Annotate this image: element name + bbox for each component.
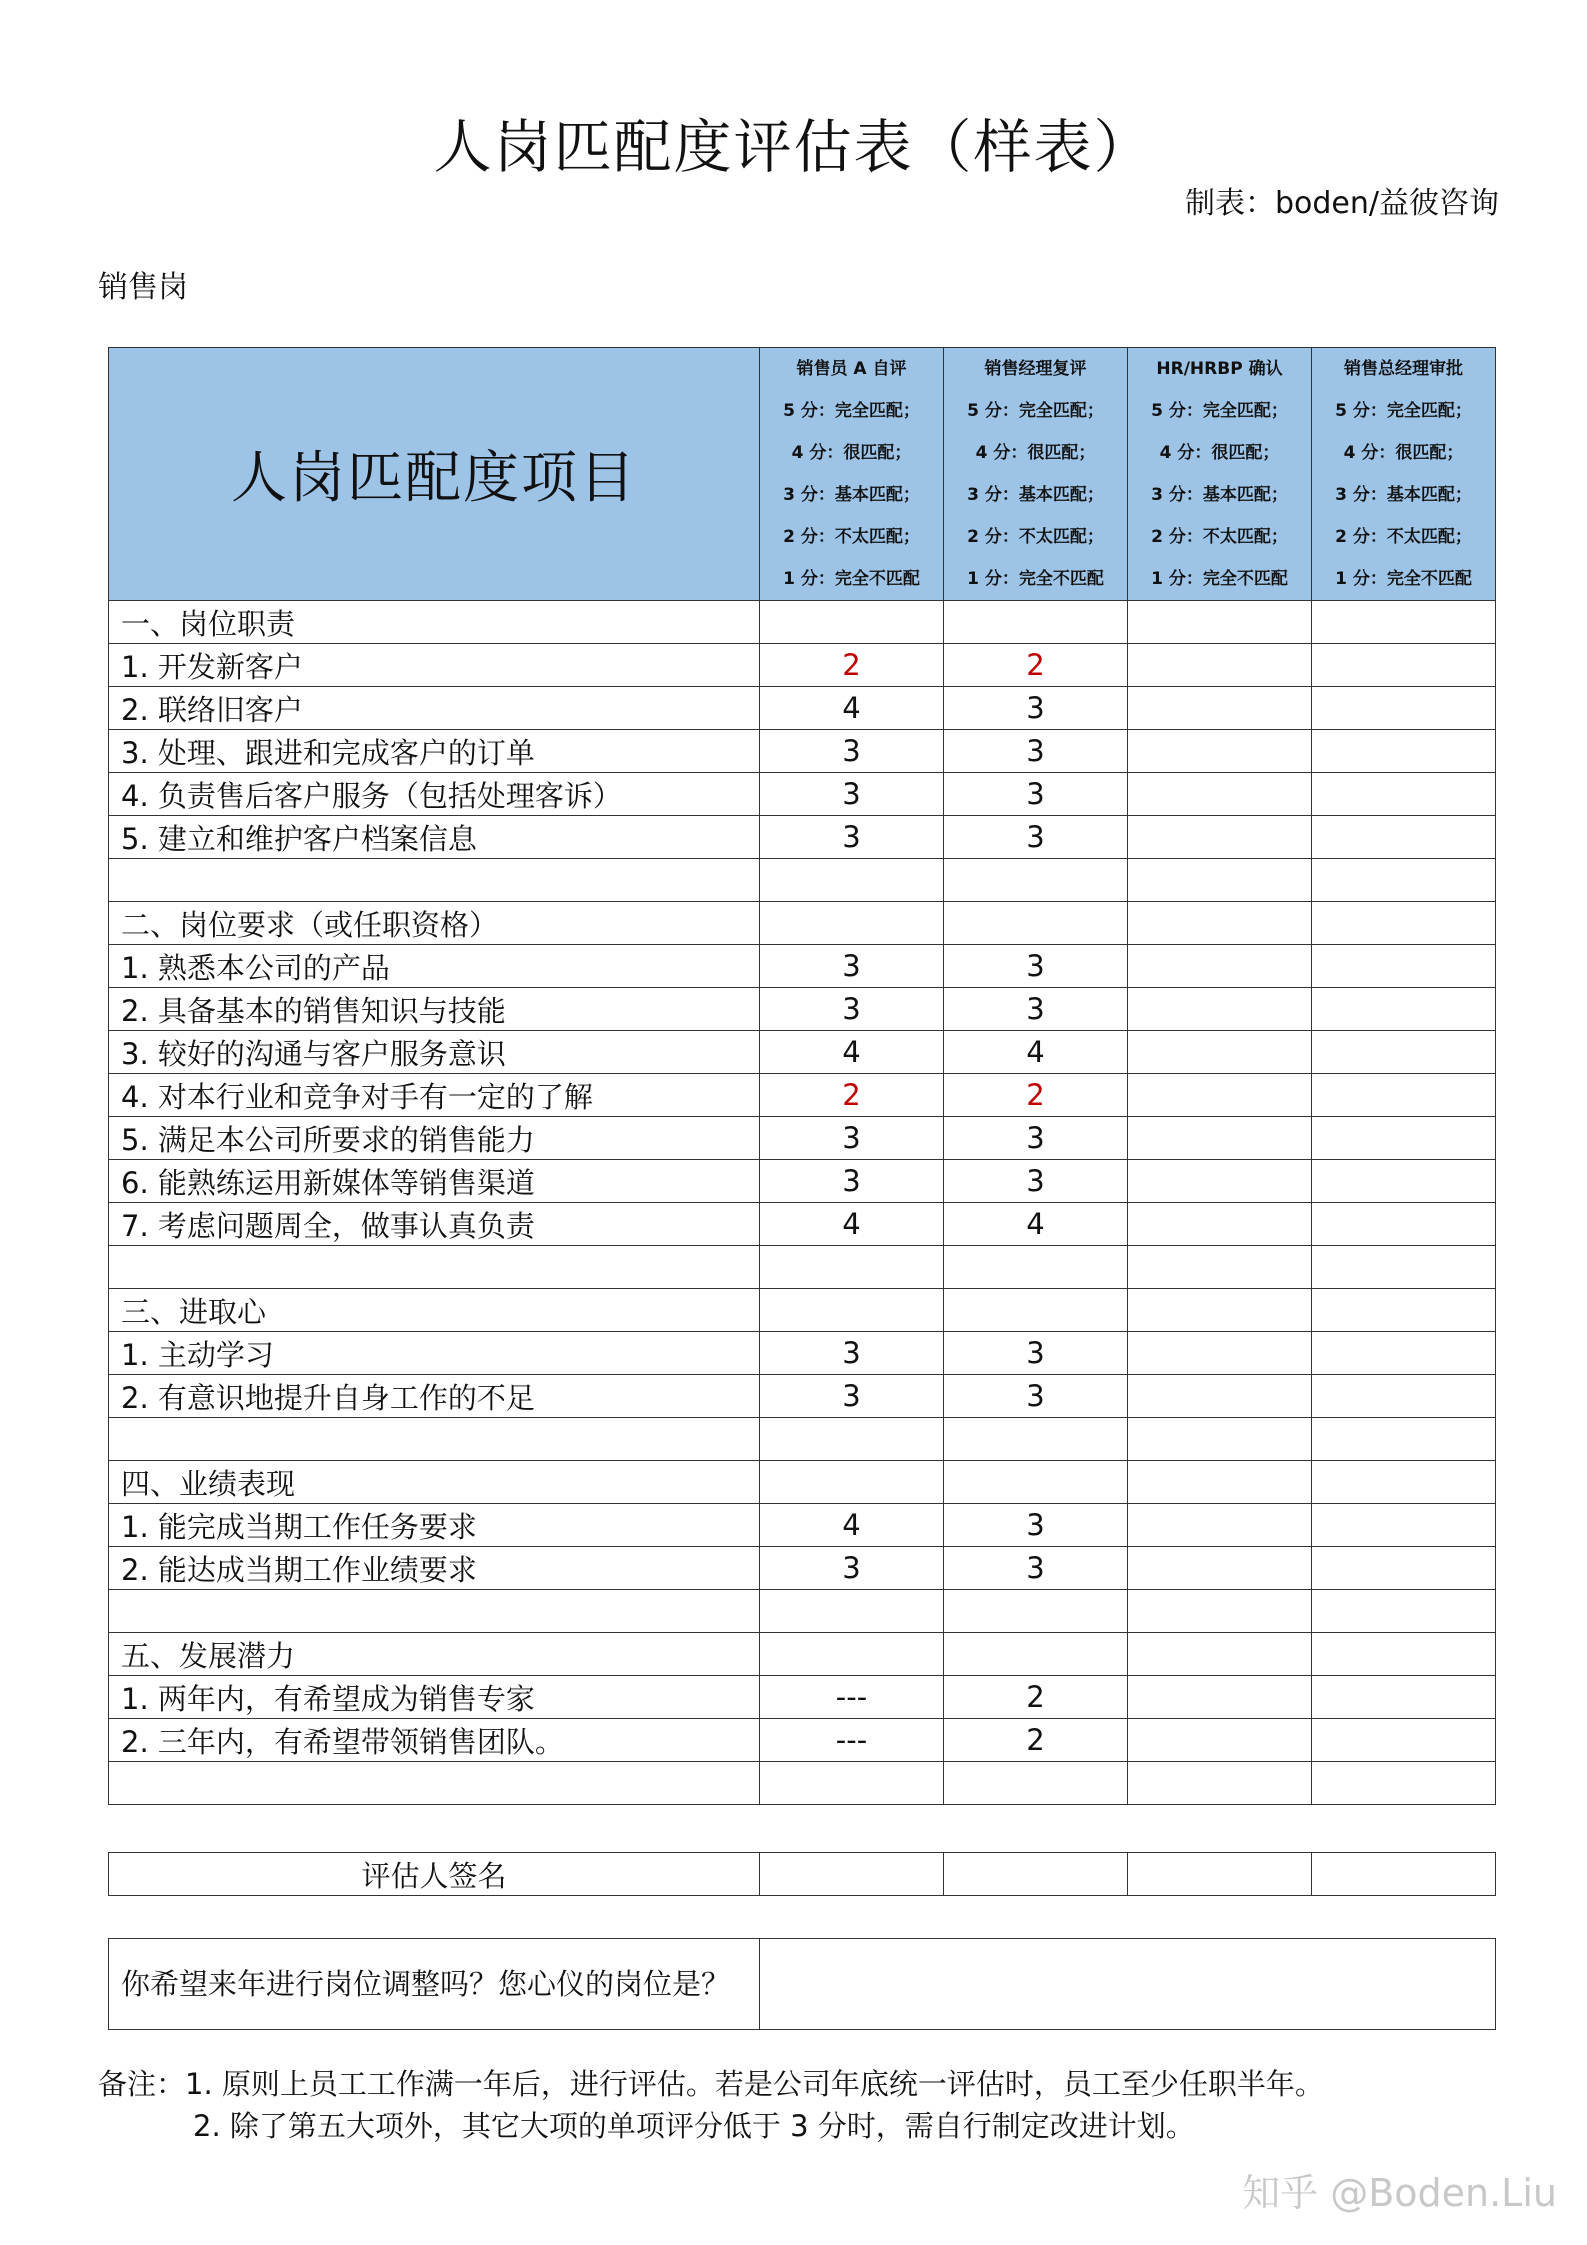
scale-line: 1 分：完全不匹配 bbox=[967, 569, 1104, 589]
signature-field-hr[interactable] bbox=[1128, 1853, 1312, 1896]
score-self[interactable]: 2 bbox=[760, 644, 944, 687]
score-hr[interactable] bbox=[1128, 644, 1312, 687]
watermark: 知乎 @Boden.Liu bbox=[1242, 2171, 1557, 2215]
score-gm[interactable] bbox=[1312, 1461, 1496, 1504]
scale-line: 5 分：完全匹配； bbox=[1335, 401, 1472, 421]
score-gm[interactable] bbox=[1312, 1547, 1496, 1590]
header-item-label: 人岗匹配度项目 bbox=[109, 348, 760, 601]
score-self[interactable]: 4 bbox=[760, 1031, 944, 1074]
score-hr[interactable] bbox=[1128, 988, 1312, 1031]
table-row bbox=[109, 730, 1496, 773]
score-manager[interactable] bbox=[944, 601, 1128, 644]
score-gm[interactable] bbox=[1312, 1074, 1496, 1117]
score-hr[interactable] bbox=[1128, 773, 1312, 816]
item-label: 3. 处理、跟进和完成客户的订单 bbox=[109, 730, 760, 773]
score-gm[interactable] bbox=[1312, 1590, 1496, 1633]
scale-line: 1 分：完全不匹配 bbox=[1151, 569, 1288, 589]
score-hr[interactable] bbox=[1128, 601, 1312, 644]
table-row bbox=[109, 1117, 1496, 1160]
score-gm[interactable] bbox=[1312, 945, 1496, 988]
item-label: 四、业绩表现 bbox=[109, 1461, 760, 1504]
table-row bbox=[109, 1504, 1496, 1547]
score-manager[interactable]: 3 bbox=[944, 1160, 1128, 1203]
item-label: 三、进取心 bbox=[109, 1289, 760, 1332]
item-label: 4. 对本行业和竞争对手有一定的了解 bbox=[109, 1074, 760, 1117]
score-hr[interactable] bbox=[1128, 1203, 1312, 1246]
score-self[interactable]: 3 bbox=[760, 1547, 944, 1590]
score-gm[interactable] bbox=[1312, 1160, 1496, 1203]
score-hr[interactable] bbox=[1128, 1547, 1312, 1590]
score-self[interactable]: 3 bbox=[760, 730, 944, 773]
scale-line: 5 分：完全匹配； bbox=[1151, 401, 1288, 421]
item-label bbox=[109, 1246, 760, 1289]
assessment-table bbox=[108, 347, 1496, 1805]
score-manager[interactable]: 3 bbox=[944, 773, 1128, 816]
answer-field[interactable] bbox=[760, 1939, 1496, 2030]
scale-line: 4 分：很匹配； bbox=[1159, 443, 1280, 463]
score-manager[interactable]: 3 bbox=[944, 816, 1128, 859]
score-gm[interactable] bbox=[1312, 730, 1496, 773]
table-row bbox=[109, 1418, 1496, 1461]
maker-credit: 制表：boden/益彼咨询 bbox=[1184, 186, 1499, 221]
header-col-self bbox=[760, 348, 944, 601]
item-label: 3. 较好的沟通与客户服务意识 bbox=[109, 1031, 760, 1074]
score-hr[interactable] bbox=[1128, 859, 1312, 902]
score-gm[interactable] bbox=[1312, 1203, 1496, 1246]
notes bbox=[98, 2063, 1324, 2147]
score-manager[interactable]: 3 bbox=[944, 1332, 1128, 1375]
scale-line: 1 分：完全不匹配 bbox=[1335, 569, 1472, 589]
header-col-gm bbox=[1312, 348, 1496, 601]
table-row bbox=[109, 902, 1496, 945]
scale-line: 4 分：很匹配； bbox=[791, 443, 912, 463]
score-self[interactable] bbox=[760, 601, 944, 644]
score-hr[interactable] bbox=[1128, 1762, 1312, 1805]
scale-line: 2 分：不太匹配； bbox=[1151, 527, 1288, 547]
score-gm[interactable] bbox=[1312, 1031, 1496, 1074]
table-row bbox=[109, 1074, 1496, 1117]
score-manager[interactable] bbox=[944, 1461, 1128, 1504]
signature-field-manager[interactable] bbox=[944, 1853, 1128, 1896]
score-self[interactable]: --- bbox=[760, 1676, 944, 1719]
table-row bbox=[109, 773, 1496, 816]
table-row bbox=[109, 1762, 1496, 1805]
score-gm[interactable] bbox=[1312, 1504, 1496, 1547]
score-gm[interactable] bbox=[1312, 1117, 1496, 1160]
item-label: 五、发展潜力 bbox=[109, 1633, 760, 1676]
item-label: 二、岗位要求（或任职资格） bbox=[109, 902, 760, 945]
score-self[interactable]: 3 bbox=[760, 988, 944, 1031]
score-manager[interactable] bbox=[944, 859, 1128, 902]
score-gm[interactable] bbox=[1312, 773, 1496, 816]
item-label: 2. 联络旧客户 bbox=[109, 687, 760, 730]
score-hr[interactable] bbox=[1128, 1418, 1312, 1461]
item-label bbox=[109, 1762, 760, 1805]
score-self[interactable] bbox=[760, 1633, 944, 1676]
score-hr[interactable] bbox=[1128, 945, 1312, 988]
table-row bbox=[109, 1203, 1496, 1246]
note-line-2: 2. 除了第五大项外，其它大项的单项评分低于 3 分时，需自行制定改进计划。 bbox=[193, 2109, 1195, 2143]
scale-line: 1 分：完全不匹配 bbox=[783, 569, 920, 589]
item-label: 4. 负责售后客户服务（包括处理客诉） bbox=[109, 773, 760, 816]
item-label: 2. 具备基本的销售知识与技能 bbox=[109, 988, 760, 1031]
scale-line: 3 分：基本匹配； bbox=[967, 485, 1104, 505]
table-row bbox=[109, 1633, 1496, 1676]
signature-field-gm[interactable] bbox=[1312, 1853, 1496, 1896]
item-label: 6. 能熟练运用新媒体等销售渠道 bbox=[109, 1160, 760, 1203]
table-row bbox=[109, 1676, 1496, 1719]
score-self[interactable] bbox=[760, 1418, 944, 1461]
score-self[interactable] bbox=[760, 1590, 944, 1633]
score-manager[interactable]: 3 bbox=[944, 687, 1128, 730]
score-manager[interactable]: 2 bbox=[944, 1074, 1128, 1117]
table-row bbox=[109, 1031, 1496, 1074]
score-hr[interactable] bbox=[1128, 1117, 1312, 1160]
score-hr[interactable] bbox=[1128, 1289, 1312, 1332]
score-self[interactable]: 3 bbox=[760, 945, 944, 988]
score-hr[interactable] bbox=[1128, 902, 1312, 945]
col-title: 销售员 A 自评 bbox=[796, 359, 907, 379]
question-table bbox=[108, 1938, 1496, 2030]
table-row bbox=[109, 1461, 1496, 1504]
score-self[interactable]: 2 bbox=[760, 1074, 944, 1117]
header-col-manager bbox=[944, 348, 1128, 601]
score-hr[interactable] bbox=[1128, 816, 1312, 859]
table-row bbox=[109, 1375, 1496, 1418]
score-self[interactable]: 4 bbox=[760, 1203, 944, 1246]
score-manager[interactable] bbox=[944, 1418, 1128, 1461]
score-self[interactable]: --- bbox=[760, 1719, 944, 1762]
table-row bbox=[109, 816, 1496, 859]
signature-field-self[interactable] bbox=[760, 1853, 944, 1896]
table-row bbox=[109, 1590, 1496, 1633]
score-manager[interactable]: 4 bbox=[944, 1203, 1128, 1246]
score-hr[interactable] bbox=[1128, 1676, 1312, 1719]
score-gm[interactable] bbox=[1312, 1719, 1496, 1762]
item-label bbox=[109, 1418, 760, 1461]
score-hr[interactable] bbox=[1128, 1160, 1312, 1203]
score-manager[interactable]: 2 bbox=[944, 1676, 1128, 1719]
scale-line: 4 分：很匹配； bbox=[1343, 443, 1464, 463]
score-hr[interactable] bbox=[1128, 730, 1312, 773]
table-row bbox=[109, 1719, 1496, 1762]
score-self[interactable] bbox=[760, 1461, 944, 1504]
score-gm[interactable] bbox=[1312, 902, 1496, 945]
score-gm[interactable] bbox=[1312, 1289, 1496, 1332]
score-manager[interactable]: 2 bbox=[944, 644, 1128, 687]
item-label: 2. 能达成当期工作业绩要求 bbox=[109, 1547, 760, 1590]
table-row bbox=[109, 1332, 1496, 1375]
score-gm[interactable] bbox=[1312, 1676, 1496, 1719]
score-manager[interactable] bbox=[944, 1289, 1128, 1332]
signature-table bbox=[108, 1852, 1496, 1896]
score-gm[interactable] bbox=[1312, 1633, 1496, 1676]
table-row bbox=[109, 1246, 1496, 1289]
score-self[interactable]: 3 bbox=[760, 1117, 944, 1160]
post-name: 销售岗 bbox=[98, 270, 188, 305]
item-label: 一、岗位职责 bbox=[109, 601, 760, 644]
score-gm[interactable] bbox=[1312, 859, 1496, 902]
score-gm[interactable] bbox=[1312, 687, 1496, 730]
score-manager[interactable]: 3 bbox=[944, 730, 1128, 773]
score-manager[interactable] bbox=[944, 1246, 1128, 1289]
score-manager[interactable]: 3 bbox=[944, 945, 1128, 988]
score-hr[interactable] bbox=[1128, 1375, 1312, 1418]
page-title: 人岗匹配度评估表（样表） bbox=[433, 113, 1154, 181]
score-gm[interactable] bbox=[1312, 816, 1496, 859]
score-gm[interactable] bbox=[1312, 988, 1496, 1031]
score-manager[interactable] bbox=[944, 1633, 1128, 1676]
item-label: 1. 开发新客户 bbox=[109, 644, 760, 687]
item-label: 1. 两年内，有希望成为销售专家 bbox=[109, 1676, 760, 1719]
item-label bbox=[109, 1590, 760, 1633]
score-manager[interactable]: 2 bbox=[944, 1719, 1128, 1762]
table-row bbox=[109, 1547, 1496, 1590]
question-text: 你希望来年进行岗位调整吗？您心仪的岗位是？ bbox=[109, 1939, 760, 2030]
scale-line: 2 分：不太匹配； bbox=[783, 527, 920, 547]
col-title: 销售经理复评 bbox=[984, 359, 1087, 379]
score-self[interactable]: 3 bbox=[760, 1160, 944, 1203]
score-hr[interactable] bbox=[1128, 1074, 1312, 1117]
table-row bbox=[109, 644, 1496, 687]
score-self[interactable]: 3 bbox=[760, 816, 944, 859]
table-row bbox=[109, 945, 1496, 988]
table-row bbox=[109, 859, 1496, 902]
score-self[interactable] bbox=[760, 1246, 944, 1289]
score-manager[interactable]: 3 bbox=[944, 1547, 1128, 1590]
score-self[interactable] bbox=[760, 902, 944, 945]
score-gm[interactable] bbox=[1312, 601, 1496, 644]
scale-line: 5 分：完全匹配； bbox=[967, 401, 1104, 421]
scale-line: 3 分：基本匹配； bbox=[1335, 485, 1472, 505]
score-manager[interactable] bbox=[944, 1762, 1128, 1805]
score-gm[interactable] bbox=[1312, 644, 1496, 687]
score-self[interactable]: 4 bbox=[760, 1504, 944, 1547]
score-gm[interactable] bbox=[1312, 1762, 1496, 1805]
score-gm[interactable] bbox=[1312, 1418, 1496, 1461]
score-hr[interactable] bbox=[1128, 687, 1312, 730]
item-label: 2. 三年内，有希望带领销售团队。 bbox=[109, 1719, 760, 1762]
item-label: 5. 建立和维护客户档案信息 bbox=[109, 816, 760, 859]
score-manager[interactable]: 3 bbox=[944, 1375, 1128, 1418]
scale-line: 5 分：完全匹配； bbox=[783, 401, 920, 421]
scale-line: 3 分：基本匹配； bbox=[783, 485, 920, 505]
col-title: 销售总经理审批 bbox=[1344, 359, 1463, 379]
header-col-hr bbox=[1128, 348, 1312, 601]
score-hr[interactable] bbox=[1128, 1031, 1312, 1074]
note-line-1: 备注：1. 原则上员工工作满一年后，进行评估。若是公司年底统一评估时，员工至少任职半年。 bbox=[98, 2067, 1324, 2101]
score-self[interactable] bbox=[760, 859, 944, 902]
score-manager[interactable]: 3 bbox=[944, 1117, 1128, 1160]
signature-label: 评估人签名 bbox=[109, 1853, 760, 1896]
item-label bbox=[109, 859, 760, 902]
score-manager[interactable]: 3 bbox=[944, 1504, 1128, 1547]
score-gm[interactable] bbox=[1312, 1375, 1496, 1418]
score-hr[interactable] bbox=[1128, 1332, 1312, 1375]
table-row bbox=[109, 601, 1496, 644]
scale-line: 2 分：不太匹配； bbox=[1335, 527, 1472, 547]
item-label: 7. 考虑问题周全，做事认真负责 bbox=[109, 1203, 760, 1246]
score-gm[interactable] bbox=[1312, 1246, 1496, 1289]
item-label: 1. 主动学习 bbox=[109, 1332, 760, 1375]
item-label: 5. 满足本公司所要求的销售能力 bbox=[109, 1117, 760, 1160]
score-gm[interactable] bbox=[1312, 1332, 1496, 1375]
score-manager[interactable] bbox=[944, 902, 1128, 945]
table-header bbox=[109, 348, 1496, 601]
score-self[interactable]: 4 bbox=[760, 687, 944, 730]
score-hr[interactable] bbox=[1128, 1504, 1312, 1547]
score-manager[interactable]: 3 bbox=[944, 988, 1128, 1031]
table-row bbox=[109, 687, 1496, 730]
item-label: 1. 能完成当期工作任务要求 bbox=[109, 1504, 760, 1547]
score-self[interactable]: 3 bbox=[760, 773, 944, 816]
table-row bbox=[109, 1289, 1496, 1332]
score-hr[interactable] bbox=[1128, 1633, 1312, 1676]
item-label: 2. 有意识地提升自身工作的不足 bbox=[109, 1375, 760, 1418]
col-title: HR/HRBP 确认 bbox=[1156, 359, 1283, 379]
score-self[interactable] bbox=[760, 1762, 944, 1805]
score-hr[interactable] bbox=[1128, 1246, 1312, 1289]
score-manager[interactable] bbox=[944, 1590, 1128, 1633]
table-row bbox=[109, 988, 1496, 1031]
score-manager[interactable]: 4 bbox=[944, 1031, 1128, 1074]
score-self[interactable] bbox=[760, 1289, 944, 1332]
score-hr[interactable] bbox=[1128, 1461, 1312, 1504]
scale-line: 2 分：不太匹配； bbox=[967, 527, 1104, 547]
scale-line: 4 分：很匹配； bbox=[975, 443, 1096, 463]
score-hr[interactable] bbox=[1128, 1590, 1312, 1633]
scale-line: 3 分：基本匹配； bbox=[1151, 485, 1288, 505]
table-row bbox=[109, 1160, 1496, 1203]
score-hr[interactable] bbox=[1128, 1719, 1312, 1762]
score-self[interactable]: 3 bbox=[760, 1332, 944, 1375]
item-label: 1. 熟悉本公司的产品 bbox=[109, 945, 760, 988]
score-self[interactable]: 3 bbox=[760, 1375, 944, 1418]
